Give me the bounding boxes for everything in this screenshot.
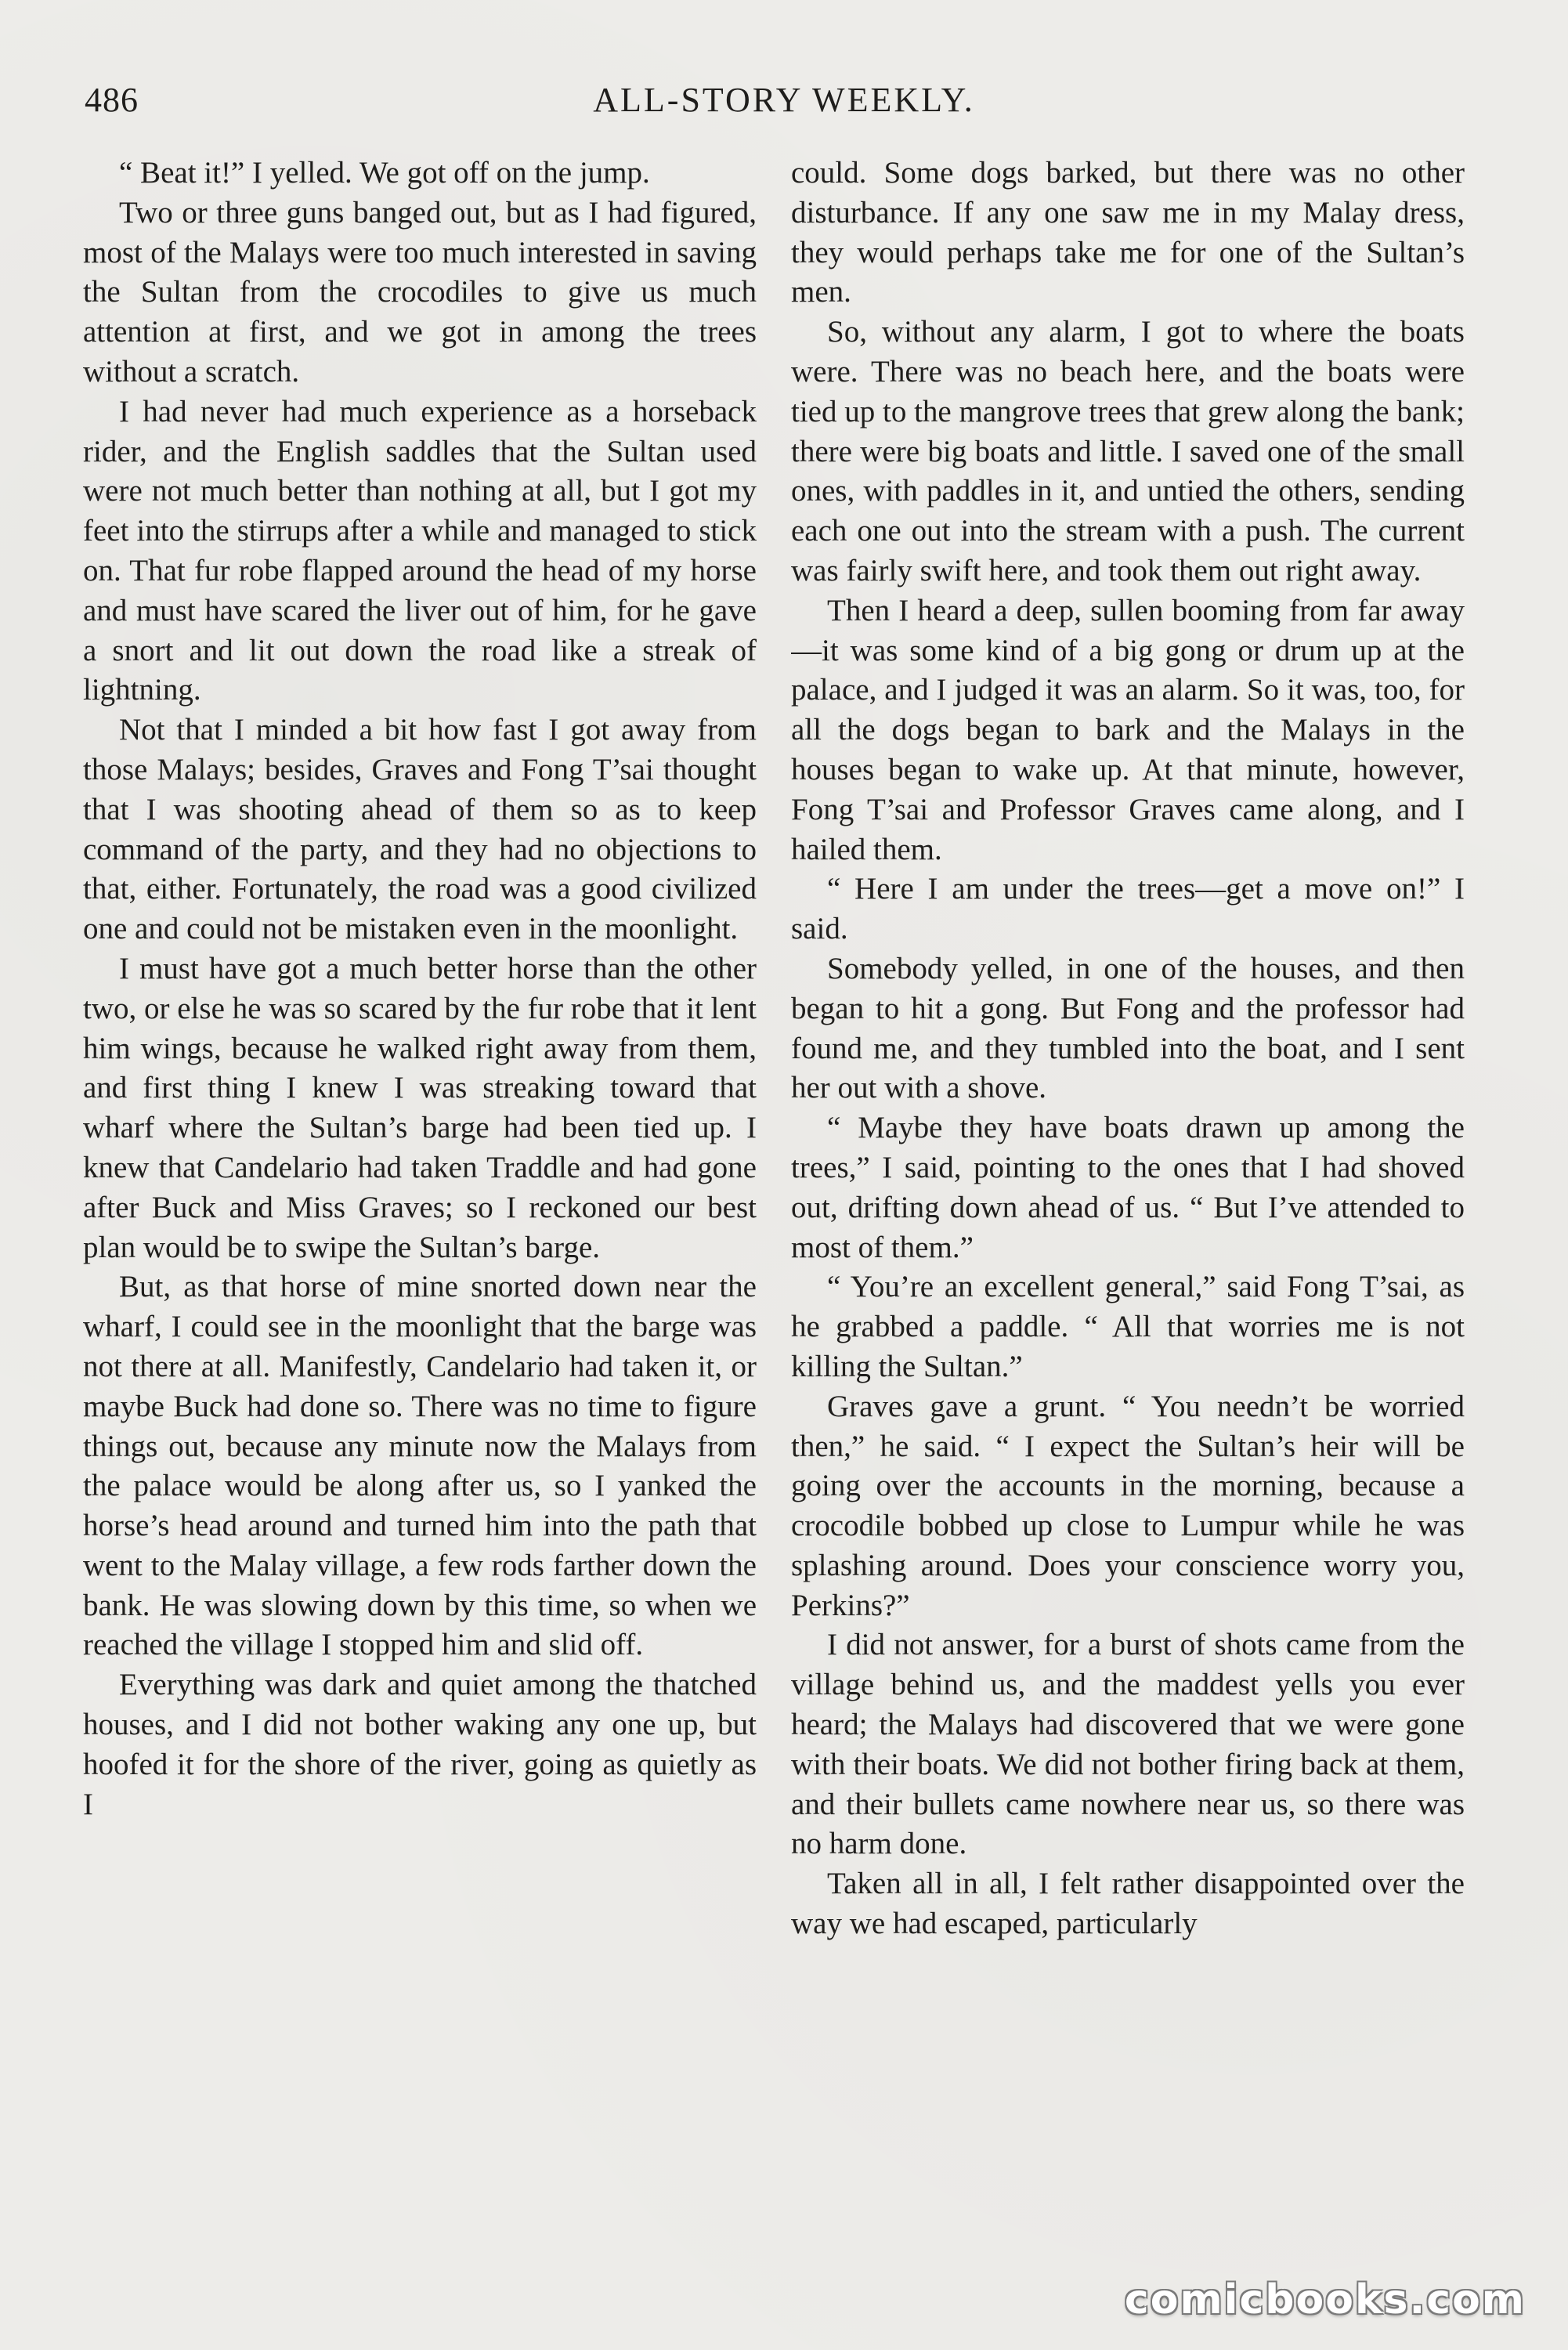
paragraph: I did not answer, for a burst of shots came from the village behind us, and the maddest yells you ever heard; the Malays had discovered that we were gone with their boats. We did not bother firing back at them, and their bullets came nowhere near us, so there was no harm done. (791, 1628, 1465, 1861)
running-title: ALL-STORY WEEKLY. (593, 81, 975, 119)
paragraph: I had never had much experience as a horseback rider, and the English saddles that the Sultan used were not much better than nothing at all, but I got my feet into the stirrups after a while and managed to stick on. That fur robe flapped around the head of my horse and must have scared the liver out of him, for he gave a snort and lit out down the road like a streak of lightning. (83, 394, 757, 707)
paragraph: Two or three guns banged out, but as I had figured, most of the Malays were too much interested in saving the Sultan from the crocodiles to give us much attention at first, and we got in among the trees without a scratch. (83, 195, 757, 389)
paragraph: “ Here I am under the trees—get a move on!” I said. (791, 872, 1465, 946)
left-text-column (83, 154, 757, 2272)
paragraph: Graves gave a grunt. “ You needn’t be worried then,” he said. “ I expect the Sultan’s heir will be going over the accounts in the morning, because a crocodile bobbed up close to Lumpur while he was splashing around. Does your conscience worry you, Perkins?” (791, 1389, 1465, 1622)
paragraph: So, without any alarm, I got to where the boats were. There was no beach here, and the boats were tied up to the mangrove trees that grew along the bank; there were big boats and little. I saved one of the small ones, with paddles in it, and untied the others, sending each one out into the stream with a push. The current was fairly swift here, and took them out right away. (791, 315, 1465, 588)
paragraph: “ Maybe they have boats drawn up among the trees,” I said, pointing to the ones that I had shoved out, drifting down ahead of us. “ But I’ve attended to most of them.” (791, 1111, 1465, 1264)
paragraph: could. Some dogs barked, but there was no other disturbance. If any one saw me in my Malay dress, they would perhaps take me for one of the Sultan’s men. (791, 156, 1465, 309)
paragraph: “ You’re an excellent general,” said Fong T’sai, as he grabbed a paddle. “ All that worries me is not killing the Sultan.” (791, 1270, 1465, 1383)
right-text-column (791, 154, 1465, 2272)
paragraph: But, as that horse of mine snorted down near the wharf, I could see in the moonlight that the barge was not there at all. Manifestly, Candelario had taken it, or maybe Buck had done so. There was no time to figure things out, because any minute now the Malays from the palace would be along after us, so I yanked the horse’s head around and turned him into the path that went to the Malay village, a few rods farther down the bank. He was slowing down by this time, so when we reached the village I stopped him and slid off. (83, 1270, 757, 1662)
paragraph: Taken all in all, I felt rather disappointed over the way we had escaped, particularly (791, 1867, 1465, 1941)
paragraph: Then I heard a deep, sullen booming from far away—it was some kind of a big gong or drum up at the palace, and I judged it was an alarm. So it was, too, for all the dogs began to bark and the Malays in the houses began to wake up. At that minute, however, Fong T’sai and Professor Graves came along, and I hailed them. (791, 593, 1465, 866)
paragraph: Everything was dark and quiet among the thatched houses, and I did not bother waking any one up, but hoofed it for the shore of the river, going as quietly as I (83, 1668, 757, 1821)
paragraph: “ Beat it!” I yelled. We got off on the jump. (119, 156, 650, 190)
paragraph: Somebody yelled, in one of the houses, and then began to hit a gong. But Fong and the professor had found me, and they tumbled into the boat, and I sent her out with a shove. (791, 951, 1465, 1105)
paragraph: Not that I minded a bit how fast I got away from those Malays; besides, Graves and Fong T’sai thought that I was shooting ahead of them so as to keep command of the party, and they had no objections to that, either. Fortunately, the road was a good civilized one and could not be mistaken even in the moonlight. (83, 713, 757, 946)
watermark-logo: comicbooks.com (1124, 2276, 1526, 2323)
paragraph: I must have got a much better horse than the other two, or else he was so scared by the fur robe that it lent him wings, because he walked right away from them, and first thing I knew I was streaking toward that wharf where the Sultan’s barge had been tied up. I knew that Candelario had taken Traddle and had gone after Buck and Miss Graves; so I reckoned our best plan would be to swipe the Sultan’s barge. (83, 951, 757, 1264)
page-number: 486 (85, 81, 139, 119)
